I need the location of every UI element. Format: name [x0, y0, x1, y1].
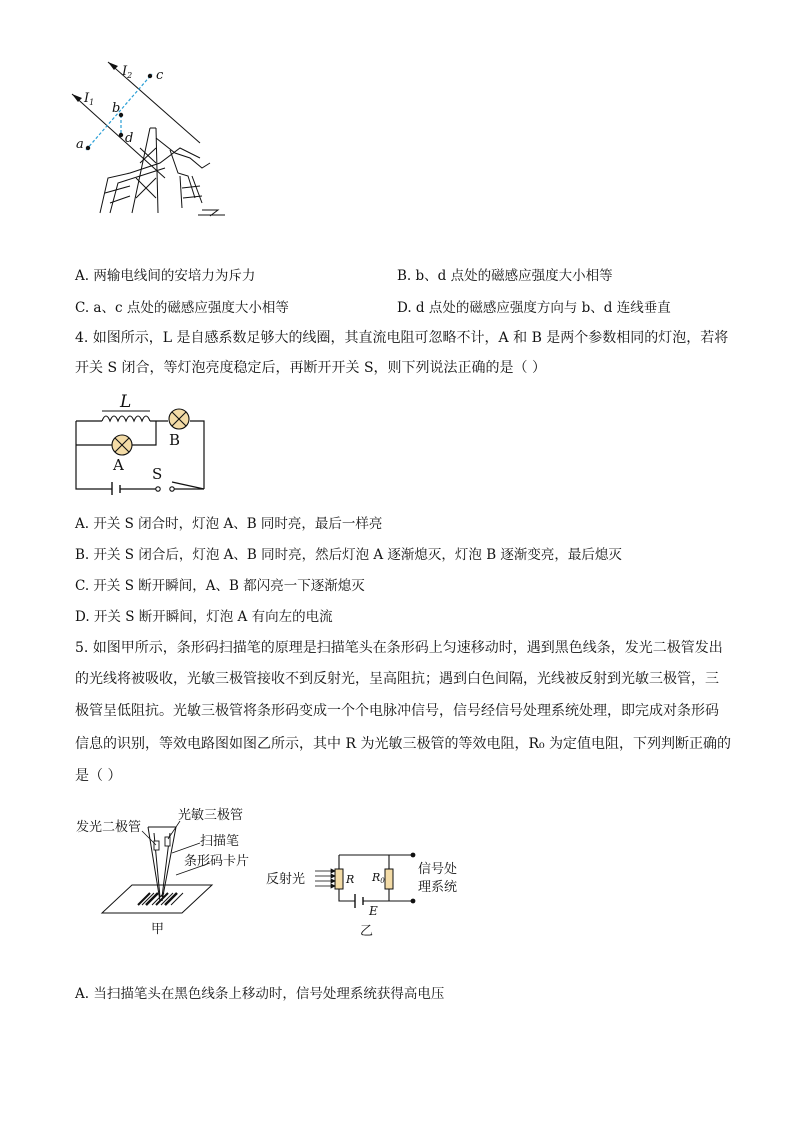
label-pen: 扫描笔	[200, 834, 240, 849]
q3-figure-transmission-tower	[70, 58, 230, 223]
q5-option-a[interactable]: A. 当扫描笔头在黑色线条上移动时，信号处理系统获得高电压	[75, 986, 445, 1002]
battery-e	[355, 894, 363, 908]
label-phototransistor: 光敏三极管	[178, 808, 244, 823]
q4-stem-line-2: 开关 S 闭合，等灯泡亮度稳定后，再断开开关 S，则下列说法正确的是（ ）	[75, 360, 546, 376]
terminal-top	[411, 853, 416, 858]
q5-stem-line-1: 5. 如图甲所示，条形码扫描笔的原理是扫描笔头在条形码上匀速移动时，遇到黑色线条，发光二极管发出	[75, 640, 723, 656]
label-switch-s: S	[152, 465, 163, 483]
q4-option-a[interactable]: A. 开关 S 闭合时，灯泡 A、B 同时亮，最后一样亮	[75, 516, 383, 532]
label-system-1: 信号处	[418, 862, 458, 877]
label-r: R	[346, 873, 355, 886]
label-b: b	[112, 101, 121, 116]
lamp-a	[112, 435, 132, 455]
arrow-i1	[72, 94, 82, 102]
q5-stem-line-2: 的光线将被吸收，光敏三极管接收不到反射光，呈高阻抗；遇到白色间隔，光线被反射到光敏三极管，三	[75, 671, 719, 687]
label-a: a	[76, 137, 84, 152]
label-lamp-b: B	[169, 431, 181, 449]
label-c: c	[156, 68, 164, 83]
q4-circuit-diagram	[72, 393, 212, 495]
q5-figure-yi-circuit	[265, 835, 465, 940]
battery	[112, 482, 120, 495]
point-c	[148, 74, 152, 78]
phototransistor-element	[165, 837, 170, 846]
q5-stem-line-3: 极管呈低阻抗。光敏三极管将条形码变成一个个电脉冲信号，信号经信号处理系统处理，即完成对条形码	[75, 703, 719, 719]
label-r0: R0	[372, 871, 385, 885]
label-coil-l: L	[120, 393, 132, 412]
q4-stem-line-1: 4. 如图所示，L 是自感系数足够大的线圈，其直流电阻可忽略不计，A 和 B 是两个参数相同的灯泡，若将	[75, 330, 729, 346]
label-lamp-a: A	[113, 456, 124, 474]
label-i2: $I_2$	[122, 64, 133, 80]
label-reflected-light: 反射光	[266, 872, 306, 887]
q3-option-c[interactable]: C. a、c 点处的磁感应强度大小相等	[75, 300, 289, 316]
switch-s	[156, 487, 174, 491]
q4-option-d[interactable]: D. 开关 S 断开瞬间，灯泡 A 有向左的电流	[75, 609, 333, 625]
label-d: d	[125, 131, 134, 146]
resistor-r	[335, 869, 343, 889]
lamp-b	[169, 409, 189, 429]
q5-figure-jia-scanner	[72, 805, 262, 940]
led-element	[154, 841, 159, 850]
q3-option-b[interactable]: B. b、d 点处的磁感应强度大小相等	[397, 268, 613, 284]
tower-structure	[100, 128, 225, 216]
point-d	[119, 133, 123, 137]
barcode-card	[102, 885, 212, 913]
label-i1: $I_1$	[84, 91, 95, 107]
q3-option-a[interactable]: A. 两输电线间的安培力为斥力	[75, 268, 256, 284]
q4-option-c[interactable]: C. 开关 S 断开瞬间，A、B 都闪亮一下逐渐熄灭	[75, 578, 365, 594]
label-e: E	[369, 904, 378, 918]
label-led: 发光二极管	[76, 820, 142, 835]
reflected-light-arrows	[315, 869, 335, 888]
q5-stem-line-5: 是（ ）	[75, 768, 122, 784]
label-system-2: 理系统	[418, 880, 458, 895]
caption-yi: 乙	[360, 924, 374, 939]
inductor-coil	[102, 416, 150, 421]
label-card: 条形码卡片	[184, 854, 250, 869]
q4-option-b[interactable]: B. 开关 S 闭合后，灯泡 A、B 同时亮，然后灯泡 A 逐渐熄灭，灯泡 B 逐渐变亮，最后熄灭	[75, 547, 622, 563]
terminal-bottom	[411, 899, 416, 904]
caption-jia: 甲	[151, 922, 165, 937]
q3-option-d[interactable]: D. d 点处的磁感应强度方向与 b、d 连线垂直	[397, 300, 671, 316]
point-a	[86, 146, 90, 150]
arrow-i2	[108, 62, 118, 70]
q5-stem-line-4: 信息的识别，等效电路图如图乙所示，其中 R 为光敏三极管的等效电阻，R₀ 为定值电阻，下列判断正确的	[75, 736, 732, 752]
resistor-r0	[385, 869, 393, 889]
